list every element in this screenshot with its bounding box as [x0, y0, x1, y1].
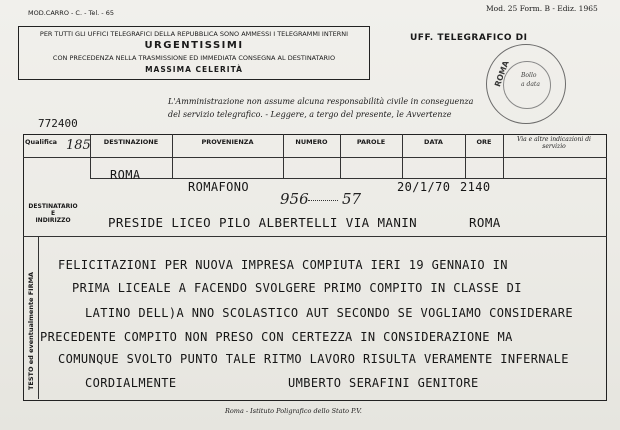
recipient-address: PRESIDE LICEO PILO ALBERTELLI VIA MANIN: [108, 215, 418, 230]
stamp-data: a data: [521, 81, 540, 88]
form-code-top-left: MOD.CARRO - C. - Tel. - 65: [28, 9, 114, 17]
footer-printer: Roma - Istituto Poligrafico dello Stato P.V.: [225, 407, 362, 415]
urgent-line-4: MASSIMA CELERITÀ: [145, 65, 243, 74]
stamp-city: ROMA: [493, 59, 511, 89]
header-qualifica: Qualifica: [25, 138, 58, 146]
header-destinazione: DESTINAZIONE: [103, 138, 159, 146]
header-ore: ORE: [476, 138, 492, 146]
header-indicazioni: Via e altre indicazioni di servizio: [517, 136, 591, 150]
address-divider: [23, 236, 607, 237]
handwritten-word-count: 57: [342, 190, 362, 208]
vertical-label-testo: TESTO ed eventualmente FIRMA: [27, 271, 35, 390]
header-divider: [23, 157, 607, 158]
urgent-title: URGENTISSIMI: [144, 40, 244, 51]
body-line-4: PRECEDENTE COMPITO NON PRESO CON CERTEZZA IN CONSIDERAZIONE MA: [40, 330, 513, 344]
header-provenienza: PROVENIENZA: [201, 138, 254, 146]
stamp-bollo: Bollo: [521, 72, 537, 79]
origin-office: ROMAFONO: [188, 180, 249, 194]
body-line-3: LATINO DELL)A NNO SCOLASTICO AUT SECONDO SE VOGLIAMO CONSIDERARE: [85, 306, 573, 320]
time-value: 2140: [460, 180, 491, 194]
label-indirizzo: INDIRIZZO: [35, 217, 71, 224]
body-line-2: PRIMA LICEALE A FACENDO SVOLGERE PRIMO COMPITO IN CLASSE DI: [72, 281, 522, 295]
disclaimer-line-2: del servizio telegrafico. - Leggere, a tergo del presente, le Avvertenze: [168, 110, 452, 119]
body-line-closing: CORDIALMENTE: [85, 376, 177, 390]
body-line-5: COMUNQUE SVOLTO PUNTO TALE RITMO LAVORO RISULTA VERAMENTE INFERNALE: [58, 352, 569, 366]
office-label: UFF. TELEGRAFICO DI: [410, 33, 528, 43]
col-divider: [503, 134, 504, 178]
data-divider: [90, 178, 607, 179]
qualifica-mark: 185: [66, 138, 91, 153]
urgent-line-1: PER TUTTI GLI UFFICI TELEGRAFICI DELLA REPUBBLICA SONO AMMESSI I TELEGRAMMI INTERNI: [39, 30, 349, 38]
date-value: 20/1/70: [397, 180, 451, 194]
header-parole: PAROLE: [356, 138, 386, 146]
destination-city: ROMA: [110, 168, 141, 182]
disclaimer-line-1: L'Amministrazione non assume alcuna responsabilità civile in conseguenza: [168, 97, 474, 106]
urgent-notice-box: [18, 26, 370, 80]
handwritten-dots: [308, 200, 338, 201]
text-margin-line: [38, 236, 39, 399]
recipient-city: ROMA: [469, 215, 501, 230]
urgent-line-3: CON PRECEDENZA NELLA TRASMISSIONE ED IMMEDIATA CONSEGNA AL DESTINATARIO: [52, 54, 336, 62]
signature: UMBERTO SERAFINI GENITORE: [288, 376, 479, 390]
handwritten-number: 956: [280, 190, 309, 208]
body-line-1: FELICITAZIONI PER NUOVA IMPRESA COMPIUTA IERI 19 GENNAIO IN: [58, 258, 508, 272]
serial-number: 772400: [38, 117, 78, 130]
form-model-code: Mod. 25 Form. B - Ediz. 1965: [486, 4, 598, 13]
header-numero: NUMERO: [295, 138, 328, 146]
label-destinatario: DESTINATARIO: [28, 203, 78, 210]
label-e: E: [50, 210, 56, 217]
postmark-stamp: [486, 44, 566, 124]
header-data: DATA: [424, 138, 443, 146]
